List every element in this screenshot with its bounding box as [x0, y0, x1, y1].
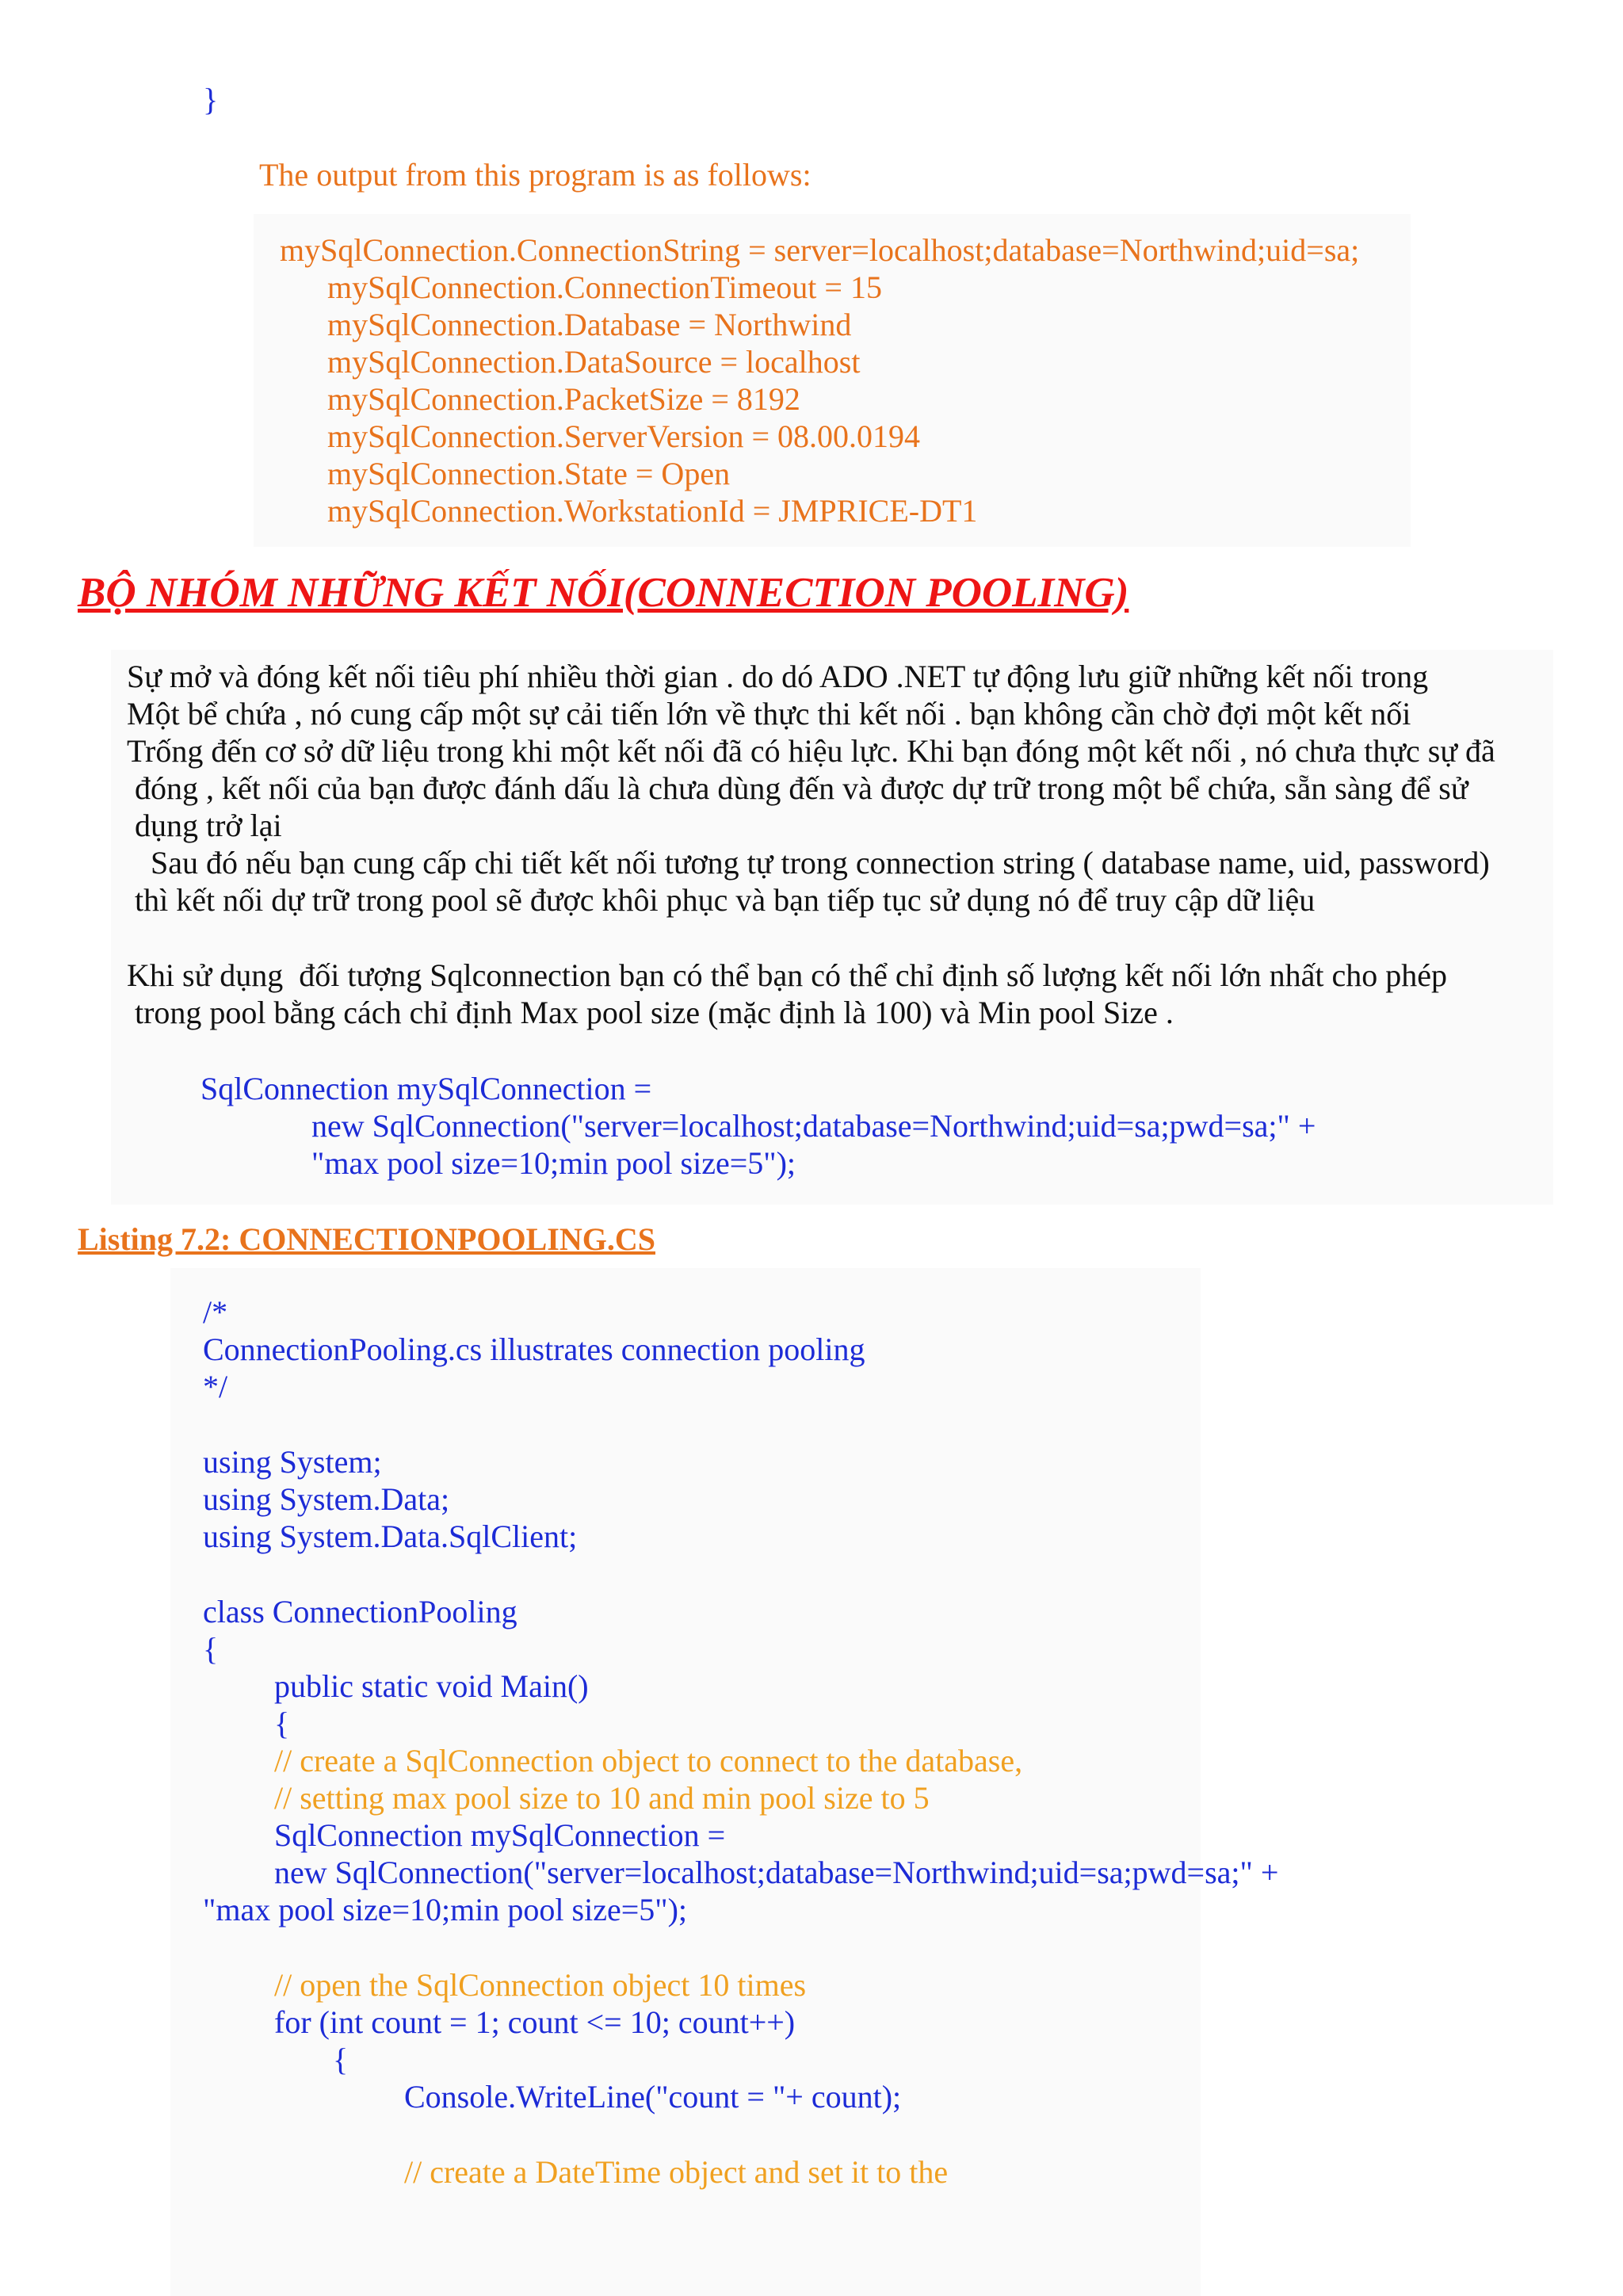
- output-intro: The output from this program is as follows:: [259, 157, 812, 193]
- code-line: public static void Main(): [274, 1668, 589, 1704]
- paragraph-line: Khi sử dụng đối tượng Sqlconnection bạn có thể bạn có thể chỉ định số lượng kết nối lớn nhất cho phép: [127, 957, 1448, 993]
- paragraph-line: đóng , kết nối của bạn được đánh dấu là chưa dùng đến và được dự trữ trong một bể chứa, sẵn sàng để sử: [127, 770, 1468, 806]
- paragraph-line: Sau đó nếu bạn cung cấp chi tiết kết nối tương tự trong connection string ( database name, uid, password): [127, 845, 1490, 881]
- output-line: mySqlConnection.Database = Northwind: [327, 307, 852, 342]
- code-line: ConnectionPooling.cs illustrates connection pooling: [203, 1331, 865, 1367]
- code-line: SqlConnection mySqlConnection =: [274, 1817, 726, 1853]
- paragraph-line: thì kết nối dự trữ trong pool sẽ được khôi phục và bạn tiếp tục sử dụng nó để truy cập dữ liệu: [127, 882, 1316, 918]
- paragraph-line: Trống đến cơ sở dữ liệu trong khi một kết nối đã có hiệu lực. Khi bạn đóng một kết nối , nó chưa thực sự đã: [127, 733, 1495, 769]
- code-snippet-line: SqlConnection mySqlConnection =: [200, 1071, 652, 1106]
- output-line: mySqlConnection.ConnectionString = server=localhost;database=Northwind;uid=sa;: [280, 232, 1360, 268]
- output-line: mySqlConnection.ServerVersion = 08.00.0194: [327, 418, 921, 454]
- code-comment: // setting max pool size to 10 and min pool size to 5: [274, 1780, 930, 1816]
- code-comment: // open the SqlConnection object 10 times: [274, 1967, 807, 2003]
- code-line: */: [203, 1369, 228, 1404]
- code-comment: // create a DateTime object and set it to the: [404, 2154, 949, 2190]
- output-line: mySqlConnection.PacketSize = 8192: [327, 381, 800, 417]
- code-line: using System.Data;: [203, 1481, 450, 1517]
- code-line: {: [274, 1706, 290, 1741]
- code-comment: // create a SqlConnection object to connect to the database,: [274, 1743, 1023, 1778]
- code-line: using System.Data.SqlClient;: [203, 1519, 578, 1554]
- code-snippet-line: "max pool size=10;min pool size=5");: [311, 1145, 796, 1181]
- code-line: for (int count = 1; count <= 10; count++): [274, 2004, 796, 2040]
- code-snippet-line: new SqlConnection("server=localhost;database=Northwind;uid=sa;pwd=sa;" +: [311, 1108, 1316, 1144]
- code-line: "max pool size=10;min pool size=5");: [203, 1892, 688, 1927]
- paragraph-line: Sự mở và đóng kết nối tiêu phí nhiều thời gian . do dó ADO .NET tự động lưu giữ những kết nối trong: [127, 659, 1429, 694]
- code-line: {: [203, 1631, 219, 1667]
- code-line: class ConnectionPooling: [203, 1594, 517, 1629]
- paragraph-line: dụng trở lại: [127, 808, 282, 843]
- listing-title: Listing 7.2: CONNECTIONPOOLING.CS: [78, 1221, 655, 1257]
- code-line: using System;: [203, 1444, 382, 1480]
- section-heading: BỘ NHÓM NHỮNG KẾT NỐI(CONNECTION POOLING): [78, 570, 1129, 616]
- output-line: mySqlConnection.ConnectionTimeout = 15: [327, 269, 882, 305]
- code-line: Console.WriteLine("count = "+ count);: [404, 2079, 902, 2115]
- paragraph-line: trong pool bằng cách chỉ định Max pool size (mặc định là 100) và Min pool Size .: [127, 995, 1174, 1030]
- output-line: mySqlConnection.State = Open: [327, 456, 731, 491]
- code-line: new SqlConnection("server=localhost;database=Northwind;uid=sa;pwd=sa;" +: [274, 1855, 1279, 1890]
- code-line: /*: [203, 1294, 228, 1330]
- closing-brace: }: [203, 82, 219, 117]
- code-line: {: [333, 2042, 349, 2077]
- paragraph-line: Một bể chứa , nó cung cấp một sự cải tiến lớn về thực thi kết nối . bạn không cần chờ đợi một kết nối: [127, 696, 1411, 732]
- output-line: mySqlConnection.DataSource = localhost: [327, 344, 861, 380]
- output-line: mySqlConnection.WorkstationId = JMPRICE-DT1: [327, 493, 978, 529]
